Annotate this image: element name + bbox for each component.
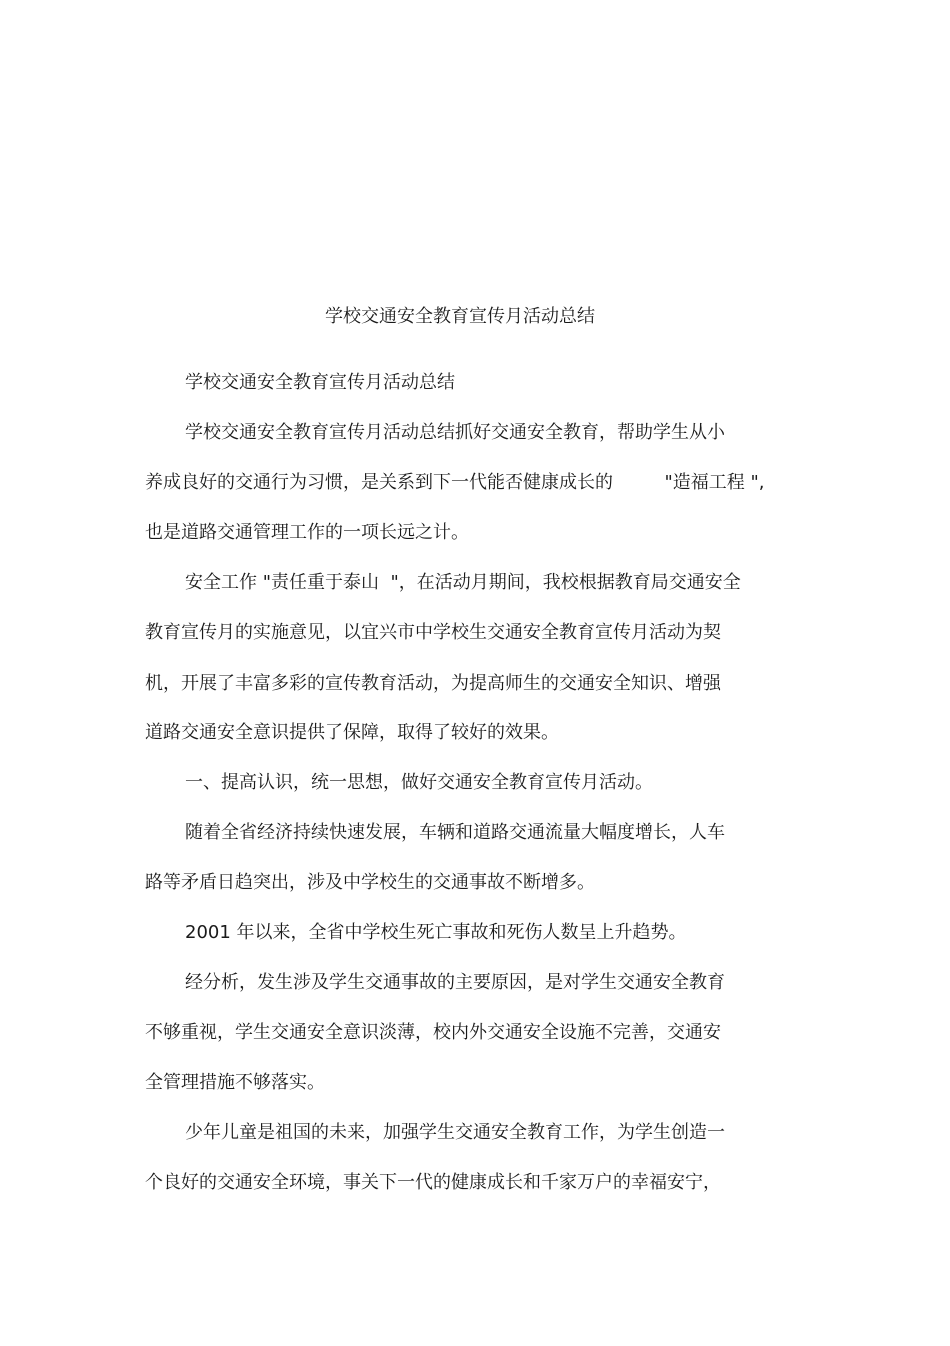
paragraph-line: 学校交通安全教育宣传月活动总结 (185, 372, 455, 393)
paragraph-line: 安全工作 "责任重于泰山 "，在活动月期间，我校根据教育局交通安全 (185, 572, 741, 593)
paragraph-line: 全管理措施不够落实。 (145, 1072, 325, 1093)
paragraph-line: 经分析，发生涉及学生交通事故的主要原因，是对学生交通安全教育 (185, 972, 725, 993)
paragraph-line: 不够重视，学生交通安全意识淡薄，校内外交通安全设施不完善，交通安 (145, 1022, 721, 1043)
paragraph-line: 少年儿童是祖国的未来，加强学生交通安全教育工作，为学生创造一 (185, 1122, 725, 1143)
paragraph-line: 随着全省经济持续快速发展，车辆和道路交通流量大幅度增长，人车 (185, 822, 725, 843)
paragraph-line: 教育宣传月的实施意见，以宜兴市中学校生交通安全教育宣传月活动为契 (145, 622, 721, 643)
paragraph-line: 个良好的交通安全环境，事关下一代的健康成长和千家万户的幸福安宁， (145, 1172, 721, 1193)
paragraph-line: 机，开展了丰富多彩的宣传教育活动，为提高师生的交通安全知识、增强 (145, 673, 721, 694)
paragraph-line: 养成良好的交通行为习惯，是关系到下一代能否健康成长的 "造福工程 ", (145, 472, 765, 493)
paragraph-line: 学校交通安全教育宣传月活动总结抓好交通安全教育，帮助学生从小 (185, 422, 725, 443)
paragraph-line: 也是道路交通管理工作的一项长远之计。 (145, 522, 469, 543)
paragraph-line: 一、提高认识，统一思想，做好交通安全教育宣传月活动。 (185, 772, 653, 793)
document-title: 学校交通安全教育宣传月活动总结 (325, 306, 595, 327)
paragraph-line: 2001 年以来，全省中学校生死亡事故和死伤人数呈上升趋势。 (185, 922, 687, 943)
paragraph-line: 道路交通安全意识提供了保障，取得了较好的效果。 (145, 722, 559, 743)
paragraph-line: 路等矛盾日趋突出，涉及中学校生的交通事故不断增多。 (145, 872, 595, 893)
